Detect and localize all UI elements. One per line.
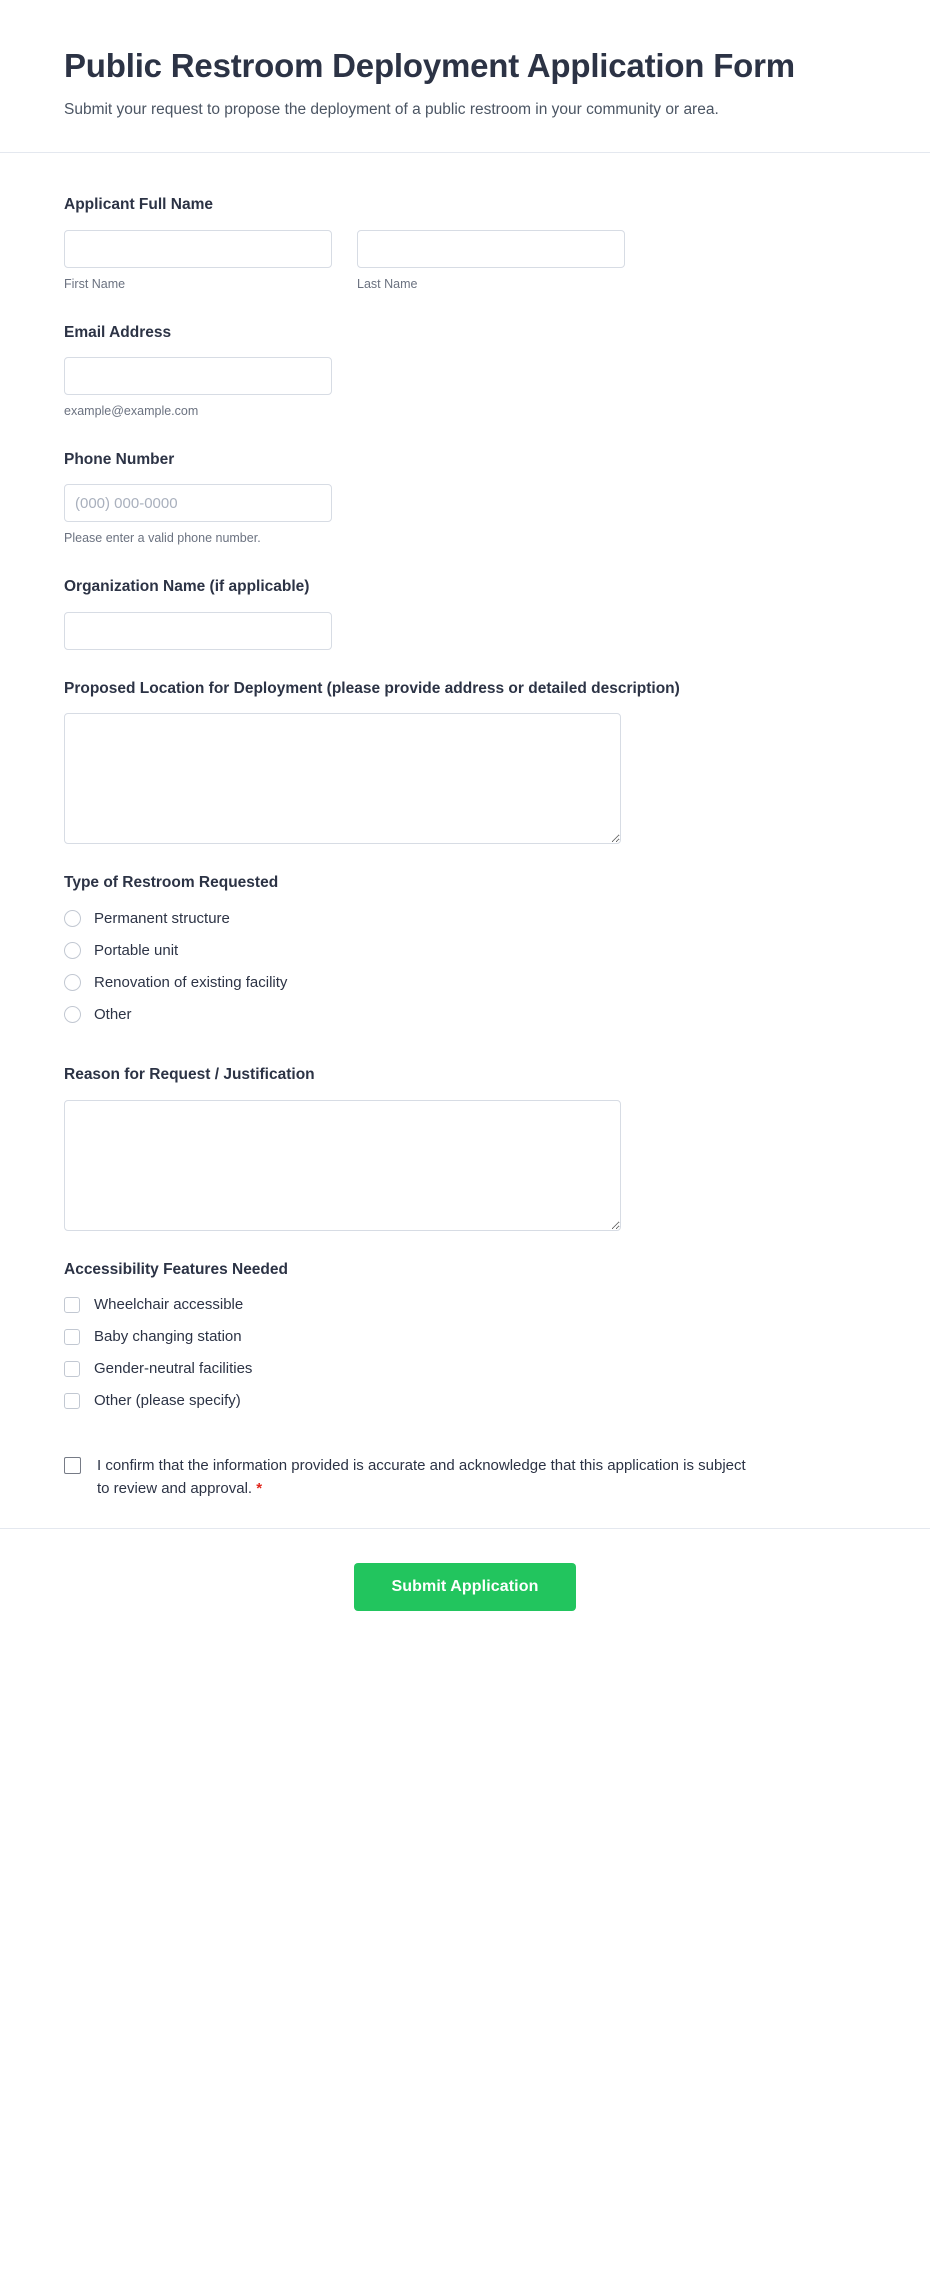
- field-organization: [64, 565, 866, 661]
- checkbox-option-wheelchair[interactable]: [64, 1294, 866, 1315]
- required-marker: *: [256, 1479, 263, 1497]
- field-reason: [64, 1053, 866, 1242]
- radio-icon[interactable]: [64, 910, 81, 927]
- radio-icon[interactable]: [64, 974, 81, 991]
- checkbox-option-gender-neutral[interactable]: [64, 1358, 866, 1379]
- field-applicant-name: [64, 183, 866, 304]
- checkbox-option-label: Wheelchair accessible: [94, 1296, 244, 1314]
- form-body: [0, 153, 930, 1528]
- name-row: [64, 230, 866, 294]
- consent-label: [97, 1455, 757, 1500]
- checkbox-icon[interactable]: [64, 1297, 80, 1313]
- checkbox-option-baby-changing[interactable]: [64, 1326, 866, 1347]
- field-location: [64, 667, 866, 856]
- last-name-sublabel: Last Name: [357, 277, 418, 292]
- radio-option-label: Renovation of existing facility: [94, 973, 288, 991]
- last-name-column: [357, 230, 625, 294]
- radio-option-label: Portable unit: [94, 941, 179, 959]
- first-name-column: [64, 230, 332, 294]
- email-sublabel: example@example.com: [64, 404, 199, 419]
- radio-icon[interactable]: [64, 1006, 81, 1023]
- field-consent[interactable]: [64, 1439, 866, 1528]
- field-email: [64, 311, 866, 432]
- last-name-input[interactable]: [357, 230, 625, 268]
- submit-button[interactable]: Submit Application: [354, 1563, 576, 1611]
- checkbox-option-other[interactable]: [64, 1390, 866, 1411]
- restroom-type-label: Type of Restroom Requested: [64, 874, 279, 892]
- form-footer: [0, 1528, 930, 1655]
- checkbox-icon[interactable]: [64, 1361, 80, 1377]
- accessibility-options: [64, 1294, 866, 1411]
- radio-icon[interactable]: [64, 942, 81, 959]
- location-textarea[interactable]: [64, 713, 621, 844]
- page-title: Public Restroom Deployment Application Form: [64, 47, 795, 84]
- first-name-input[interactable]: [64, 230, 332, 268]
- phone-sublabel: Please enter a valid phone number.: [64, 531, 261, 546]
- field-accessibility: [64, 1248, 866, 1434]
- radio-option-portable[interactable]: [64, 940, 866, 961]
- email-input[interactable]: [64, 357, 332, 395]
- checkbox-option-label: Baby changing station: [94, 1328, 242, 1346]
- accessibility-label: Accessibility Features Needed: [64, 1260, 288, 1278]
- location-label: Proposed Location for Deployment (please provide address or detailed description): [64, 679, 680, 697]
- radio-option-label: Permanent structure: [94, 909, 230, 927]
- restroom-type-options: [64, 908, 866, 1025]
- radio-option-permanent[interactable]: [64, 908, 866, 929]
- first-name-sublabel: First Name: [64, 277, 126, 292]
- phone-input[interactable]: [64, 484, 332, 522]
- form-header: [0, 0, 930, 153]
- consent-text: I confirm that the information provided is accurate and acknowledge that this application is subject to review and approval.: [97, 1457, 746, 1497]
- applicant-name-label: Applicant Full Name: [64, 196, 213, 214]
- radio-option-other[interactable]: [64, 1004, 866, 1025]
- checkbox-icon[interactable]: [64, 1329, 80, 1345]
- reason-label: Reason for Request / Justification: [64, 1065, 315, 1083]
- phone-label: Phone Number: [64, 450, 175, 468]
- checkbox-option-label: Other (please specify): [94, 1392, 241, 1410]
- radio-option-renovation[interactable]: [64, 972, 866, 993]
- field-restroom-type: [64, 861, 866, 1047]
- radio-option-label: Other: [94, 1005, 132, 1023]
- checkbox-icon[interactable]: [64, 1393, 80, 1409]
- email-label: Email Address: [64, 323, 172, 341]
- organization-label: Organization Name (if applicable): [64, 577, 310, 595]
- form-subtitle: Submit your request to propose the deployment of a public restroom in your community or area.: [64, 100, 719, 118]
- checkbox-option-label: Gender-neutral facilities: [94, 1360, 253, 1378]
- organization-input[interactable]: [64, 612, 332, 650]
- consent-checkbox-icon[interactable]: [64, 1457, 81, 1474]
- field-phone: [64, 438, 866, 559]
- reason-textarea[interactable]: [64, 1100, 621, 1231]
